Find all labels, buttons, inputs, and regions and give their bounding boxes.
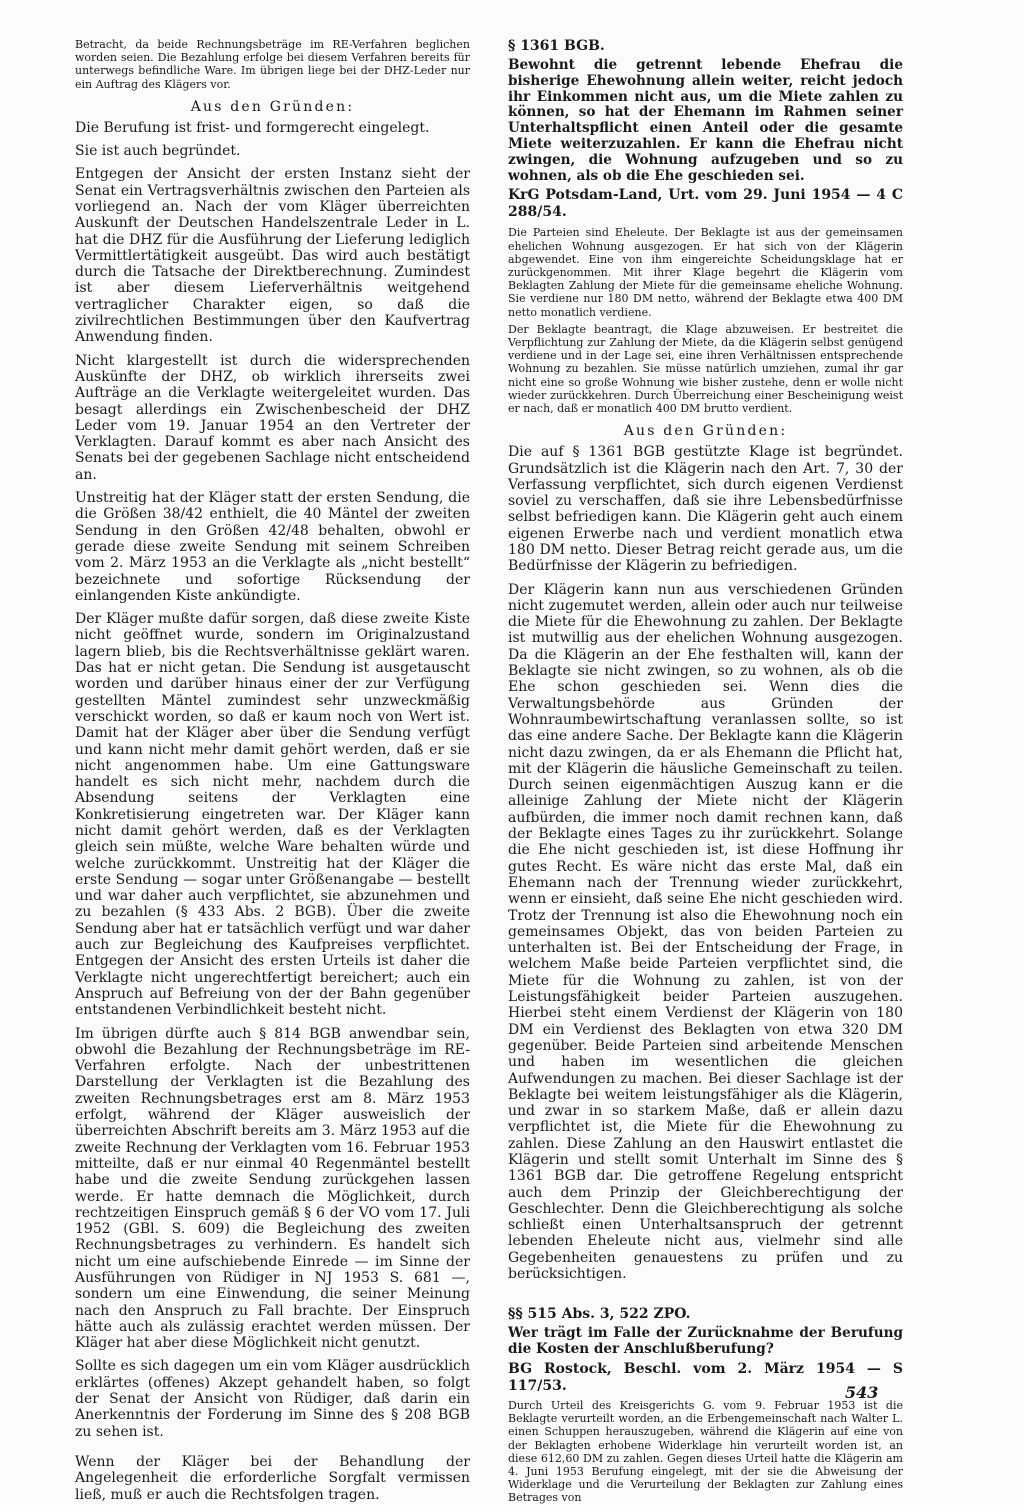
section-citation: § 1361 BGB. (508, 38, 605, 54)
headnote: Bewohnt die getrennt lebende Ehefrau die bisherige Ehewohnung allein weiter, reicht jedoch ihr Einkommen nicht aus, um die Miete zahlen zu können, so hat der Ehemann im Rahmen seiner Unterhaltspflicht einen Anteil oder die gesamte Miete weiterzuzahlen. Er kann die Ehefrau nicht zwingen, die Wohnung aufzugeben und so zu wohnen, als ob die Ehe geschieden sei. (508, 57, 903, 184)
paragraph: Unstreitig hat der Kläger statt der ersten Sendung, die die Größen 38/42 enthielt, die 40 Mäntel der zweiten Sendung in den Größen 42/48 behalten, obwohl er gerade diese zweite Sendung mit seinem Schreiben vom 2. März 1953 an die Verklagte als „nicht bestellt“ bezeichnete und sofortige Rücksendung der einlangenden Kiste ankündigte. (75, 490, 470, 604)
paragraph: Sollte es sich dagegen um ein vom Kläger ausdrücklich erklärtes (offenes) Akzept gehandelt haben, so folgt der Senat der Ansicht von Rüdiger, daß darin ein Anerkenntnis der Forderung im Sinne des § 208 BGB zu sehen ist. (75, 1358, 470, 1440)
case-facts: Die Parteien sind Eheleute. Der Beklagte ist aus der gemeinsamen ehelichen Wohnung ausgezogen. Er hat sich von der Klägerin abgewendet. Eine von ihm eingereichte Scheidungsklage hat er zurückgenommen. Mit ihrer Klage begehrt die Klägerin vom Beklagten Zahlung der Miete für die gemeinsame eheliche Wohnung. Sie verdiene nur 180 DM netto, während der Beklagte etwa 400 DM netto monatlich verdiene. (508, 226, 903, 319)
right-column (508, 38, 903, 1505)
paragraph: Im übrigen dürfte auch § 814 BGB anwendbar sein, obwohl die Bezahlung der Rechnungsbeträge im RE-Verfahren erfolgte. Nach der unbestrittenen Darstellung der Verklagten ist die Bezahlung des zweiten Rechnungsbetrages erst am 8. März 1953 erfolgt, während der Kläger ausweislich der überreichten Abschrift bereits am 3. März 1953 auf die zweite Rechnung der Verklagten vom 16. Februar 1953 mitteilte, daß er nur einmal 40 Regenmäntel bestellt habe und die zweite Sendung zurückgehen lassen werde. Er hatte demnach die Möglichkeit, durch rechtzeitigen Einspruch gemäß § 6 der VO vom 17. Juli 1952 (GBl. S. 609) die Begleichung des zweiten Rechnungsbetrages zu verhindern. Es handelt sich nicht um eine aufschiebende Einrede — im Sinne der Ausführungen von Rüdiger in NJ 1953 S. 681 —, sondern um eine Einwendung, die seiner Meinung nach den Anspruch zu Fall brachte. Der Einspruch hätte auch als zulässig erachtet werden müssen. Der Kläger hat aber diese Möglichkeit nicht genutzt. (75, 1025, 470, 1352)
page-number: 543 (845, 1383, 879, 1402)
paragraph: Entgegen der Ansicht der ersten Instanz sieht der Senat ein Vertragsverhältnis zwischen den Parteien als vorliegend an. Nach der vom Kläger überreichten Auskunft der Deutschen Handelszentrale Leder in L. hat die DHZ für die Ausführung der Lieferung lediglich Vermittlertätigkeit ausgeübt. Das wird auch bestätigt durch die Tatsache der Direktberechnung. Zumindest ist aber diesem Lieferverhältnis weitgehend vertraglicher Charakter eigen, so daß die zivilrechtlichen Bestimmungen über den Kaufvertrag Anwendung finden. (75, 166, 470, 346)
paragraph: Die Berufung ist frist- und formgerecht eingelegt. (75, 119, 430, 136)
left-column (75, 38, 470, 1503)
paragraph: Wenn der Kläger bei der Behandlung der Angelegenheit die erforderliche Sorgfalt vermissen ließ, muß er auch die Rechtsfolgen tragen. (75, 1453, 470, 1503)
case-facts: Der Beklagte beantragt, die Klage abzuweisen. Er bestreitet die Verpflichtung zur Zahlung der Miete, da die Klägerin selbst genügend verdiene und in der Lage sei, eine ihren Verhältnissen entsprechende Wohnung zu bezahlen. Sie müsse natürlich umziehen, zumal ihr gar nicht eine so große Wohnung wie bisher zustehe, denn er wolle nicht wieder zurückkehren. Durch Überreichung einer Bescheinigung weist er nach, daß er monatlich 400 DM brutto verdient. (508, 322, 903, 416)
case-facts: Durch Urteil des Kreisgerichts G. vom 9. Februar 1953 ist die Beklagte verurteilt worden, an die Erbengemeinschaft nach Walter L. einen Schuppen herauszugeben, während die Klägerin auf eine von der Beklagten erhobene Widerklage hin verurteilt worden ist, an diese 612,60 DM zu zahlen. Gegen dieses Urteil hatte die Klägerin am 4. Juni 1953 Berufung eingelegt, mit der sie die Abweisung der Widerklage und die Verurteilung der Beklagten zur Zahlung eines Betrages von (508, 1398, 903, 1505)
paragraph: Der Klägerin kann nun aus verschiedenen Gründen nicht zugemutet werden, allein oder auch nur teilweise die Miete für die Ehewohnung zu zahlen. Der Beklagte ist mutwillig aus der ehelichen Wohnung ausgezogen. Da die Klägerin an der Ehe festhalten will, kann der Beklagte sie nicht zwingen, so zu wohnen, als ob die Ehe schon geschieden sei. Wenn dies die Verwaltungsbehörde aus Gründen der Wohnraumbewirtschaftung veranlassen sollte, so ist das eine andere Sache. Der Beklagte kann die Klägerin nicht dazu zwingen, da er als Ehemann die Pflicht hat, mit der Klägerin die häusliche Gemeinschaft zu teilen. Durch seinen eigenmächtigen Auszug kann er die alleinige Zahlung der Miete nicht der Klägerin aufbürden, die immer noch damit rechnen kann, daß der Beklagte eines Tages zu ihr zurückkehrt. Solange die Ehe nicht geschieden ist, ist diese Hoffnung ihr gutes Recht. Es wäre nicht das erste Mal, daß ein Ehemann nach der Trennung wieder zurückkehrt, wenn er einsieht, daß seine Ehe nicht geschieden wird. Trotz der Trennung ist also die Ehewohnung noch ein gemeinsames Objekt, das von beiden Parteien zu unterhalten ist. Bei der Entscheidung der Frage, in welchem Maße beide Parteien verpflichtet sind, die Miete für die Wohnung zu zahlen, ist von der Leistungsfähigkeit beider Parteien auszugehen. Hierbei steht einem Verdienst der Klägerin von 180 DM ein Verdienst des Beklagten von etwa 320 DM gegenüber. Beide Parteien sind arbeitende Menschen und haben im wesentlichen die gleichen Aufwendungen zu machen. Bei dieser Sachlage ist der Beklagte bei weitem leistungsfähiger als die Klägerin, und zwar in so starkem Maße, daß er allein dazu verpflichtet ist, die Miete für die Ehewohnung zu zahlen. Diese Zahlung an den Hauswirt entlastet die Klägerin und stellt somit Unterhalt im Sinne des § 1361 BGB dar. Die getroffene Regelung entspricht auch dem Prinzip der Gleichberechtigung der Geschlechter. Denn die Gleichberechtigung als solche schließt einen Unterhaltsanspruch der getrennt lebenden Eheleute nicht aus, vielmehr sind alle Gegebenheiten genauestens zu prüfen und zu berücksichtigen. (508, 581, 903, 1283)
court-citation: KrG Potsdam-Land, Urt. vom 29. Juni 1954 — 4 C 288/54. (508, 187, 903, 221)
section-heading: Aus den Gründen: (623, 423, 788, 440)
headnote: Wer trägt im Falle der Zurücknahme der Berufung die Kosten der Anschlußberufung? (508, 1325, 903, 1358)
intro-text: Betracht, da beide Rechnungsbeträge im RE-Verfahren beglichen worden seien. Die Bezahlung erfolge bei diesem Verfahren bereits für unterwegs befindliche Ware. Im übrigen liege bei der DHZ-Leder nur ein Auftrag des Klägers vor. (75, 38, 470, 91)
paragraph: Sie ist auch begründet. (75, 143, 241, 160)
section-heading: Aus den Gründen: (190, 98, 355, 115)
court-citation: BG Rostock, Beschl. vom 2. März 1954 — S 117/53. (508, 1360, 903, 1394)
paragraph: Der Kläger mußte dafür sorgen, daß diese zweite Kiste nicht geöffnet wurde, sondern im Originalzustand lagern blieb, bis die Rechtsverhältnisse geklärt waren. Das hat er nicht getan. Die Sendung ist ausgetauscht worden und darüber hinaus einer der zur Verfügung gestellten Mäntel zumindest sehr unzweckmäßig verschickt worden, so daß er kaum noch von Wert ist. Damit hat der Kläger aber über die Sendung verfügt und kann nicht mehr damit gehört werden, daß er sie nicht angenommen habe. Um eine Gattungsware handelt es sich nicht mehr, nachdem durch die Absendung seitens der Verklagten eine Konkretisierung eingetreten war. Der Kläger kann nicht damit gehört werden, daß es der Verklagten gleich sein müßte, welche Ware behalten würde und welche zurückkommt. Unstreitig hat der Kläger die erste Sendung — sogar unter Größenangabe — bestellt und war daher auch verpflichtet, sie abzunehmen und zu bezahlen (§ 433 Abs. 2 BGB). Über die zweite Sendung aber hat er tatsächlich verfügt und war daher auch zur Begleichung des Kaufpreises verpflichtet. Entgegen der Ansicht des ersten Urteils ist daher die Verklagte nicht ungerechtfertigt bereichert; auch ein Anspruch auf Befreiung von der der Bahn gegenüber entstandenen Verbindlichkeit besteht nicht. (75, 611, 470, 1019)
paragraph: Die auf § 1361 BGB gestützte Klage ist begründet. Grundsätzlich ist die Klägerin nach den Art. 7, 30 der Verfassung verpflichtet, sich durch eigenen Verdienst soviel zu verschaffen, daß sie ihre Lebensbedürfnisse selbst befriedigen kann. Die Klägerin geht auch einem eigenen Erwerbe nach und verdient monatlich etwa 180 DM netto. Dieser Betrag reicht gerade aus, um die Bedürfnisse der Klägerin zu befriedigen. (508, 444, 903, 575)
section-citation: §§ 515 Abs. 3, 522 ZPO. (508, 1306, 691, 1323)
paragraph: Nicht klargestellt ist durch die widersprechenden Auskünfte der DHZ, ob wirklich ihrerseits zwei Aufträge an die Verklagte weitergeleitet wurden. Das besagt allerdings ein Zwischenbescheid der DHZ Leder vom 19. Januar 1954 an den Vertreter der Verklagten. Darauf kommt es aber nach Ansicht des Senats bei der gegebenen Sachlage nicht entscheidend an. (75, 352, 470, 483)
